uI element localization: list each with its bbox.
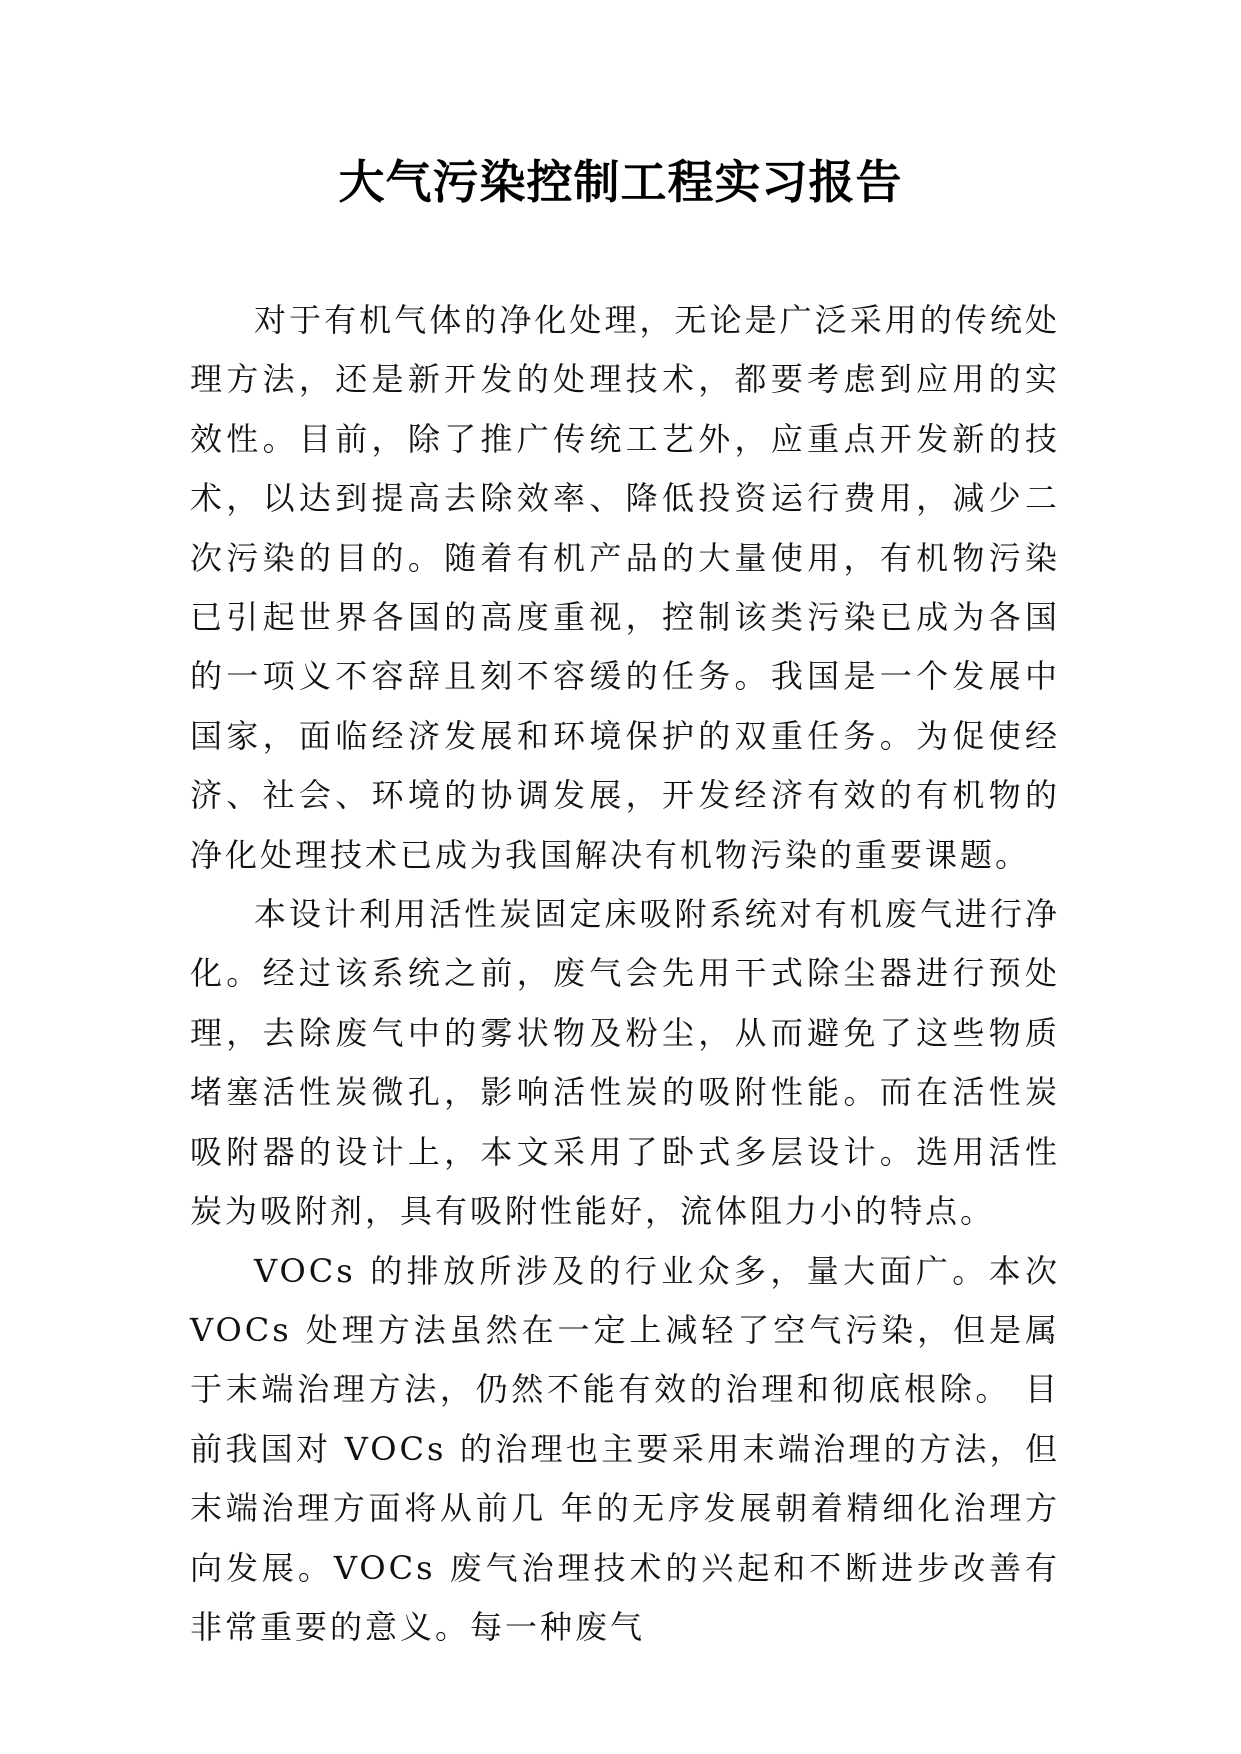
document-title: 大气污染控制工程实习报告 [338,155,903,209]
paragraph-1: 对于有机气体的净化处理，无论是广泛采用的传统处理方法，还是新开发的处理技术，都要考虑到应用的实效性。目前，除了推广传统工艺外，应重点开发新的技术，以达到提高去除效率、降低投资运行费用，减少二次污染的目的。随着有机产品的大量使用，有机物污染已引起世界各国的高度重视，控制该类污染已成为各国的一项义不容辞且刻不容缓的任务。我国是一个发展中国家，面临经济发展和环境保护的双重任务。为促使经济、社会、环境的协调发展，开发经济有效的有机物的净化处理技术已成为我国解决有机物污染的重要课题。 [190,301,1060,874]
document-body [190,291,1060,1657]
paragraph-3: VOCs 的排放所涉及的行业众多，量大面广。本次 VOCs 处理方法虽然在一定上减轻了空气污染，但是属于末端治理方法，仍然不能有效的治理和彻底根除。 目前我国对 VOCs 的治理也主要采用末端治理的方法，但末端治理方面将从前几 年的无序发展朝着精细化治理方向发展。VOCs 废气治理技术的兴起和不断进步改善有非常重要的意义。每一种废气 [190,1251,1060,1646]
paragraph-2: 本设计利用活性炭固定床吸附系统对有机废气进行净化。经过该系统之前，废气会先用干式除尘器进行预处理，去除废气中的雾状物及粉尘，从而避免了这些物质堵塞活性炭微孔，影响活性炭的吸附性能。而在活性炭吸附器的设计上，本文采用了卧式多层设计。选用活性炭为吸附剂，具有吸附性能好，流体阻力小的特点。 [190,895,1060,1231]
